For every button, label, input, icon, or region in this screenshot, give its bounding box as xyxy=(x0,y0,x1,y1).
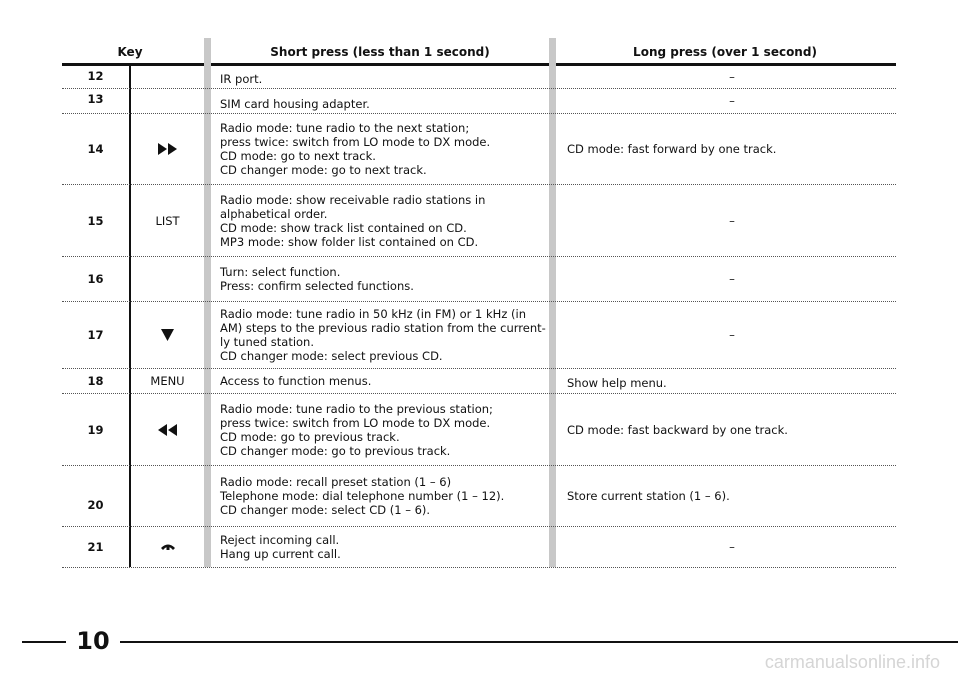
table-row xyxy=(62,302,896,369)
table-row xyxy=(62,394,896,466)
key-number: 18 xyxy=(87,374,104,388)
key-number: 16 xyxy=(87,272,104,286)
footer-rule-right xyxy=(120,641,958,643)
table-row xyxy=(62,257,896,302)
key-number: 12 xyxy=(87,69,104,83)
key-number: 14 xyxy=(87,142,104,156)
key-number: 21 xyxy=(87,540,104,554)
short-press-text: Radio mode: tune radio to the previous station; press twice: switch from LO mode to DX mode. CD mode: go to previous track. CD changer mode: go to previous track. xyxy=(220,401,493,458)
table-row xyxy=(62,114,896,185)
table-row xyxy=(62,185,896,257)
table-row xyxy=(62,466,896,527)
short-press-text: Turn: select function. Press: confirm selected functions. xyxy=(220,265,414,293)
header-long-press: Long press (over 1 second) xyxy=(633,45,817,59)
long-press-text: CD mode: fast backward by one track. xyxy=(567,422,788,437)
short-press-text: Access to function menus. xyxy=(220,374,372,388)
long-press-text: – xyxy=(729,540,735,554)
short-press-text: Radio mode: recall preset station (1 – 6) Telephone mode: dial telephone number (1 – 12). CD changer mode: select CD (1 – 6). xyxy=(220,475,505,517)
long-press-text: CD mode: fast forward by one track. xyxy=(567,142,777,156)
table-row xyxy=(62,66,896,89)
short-press-text: Radio mode: tune radio in 50 kHz (in FM) or 1 kHz (in AM) steps to the previous radio station from the current- ly tuned station. CD changer mode: select previous CD. xyxy=(220,307,546,363)
long-press-text: – xyxy=(729,213,735,228)
key-number: 20 xyxy=(87,498,104,512)
footer-rule-left xyxy=(22,641,66,643)
table-row xyxy=(62,527,896,568)
short-press-text: Reject incoming call. Hang up current call. xyxy=(220,533,341,561)
long-press-text: – xyxy=(729,328,735,342)
key-symbol xyxy=(131,302,204,368)
long-press-text: – xyxy=(729,272,735,286)
watermark: carmanualsonline.info xyxy=(764,652,940,672)
key-symbol: MENU xyxy=(150,374,185,388)
fast-forward-icon xyxy=(157,143,179,155)
key-number: 15 xyxy=(87,213,104,228)
short-press-text: SIM card housing adapter. xyxy=(220,97,370,111)
long-press-text: – xyxy=(729,70,735,84)
long-press-text: – xyxy=(729,94,735,108)
short-press-text: Radio mode: show receivable radio stations in alphabetical order. CD mode: show track list contained on CD. MP3 mode: show folder list contained on CD. xyxy=(220,192,486,249)
key-symbol xyxy=(131,394,204,465)
down-triangle-icon xyxy=(161,329,174,341)
short-press-text: Radio mode: tune radio to the next station; press twice: switch from LO mode to DX mode. CD mode: go to next track. CD changer mode: go to next track. xyxy=(220,121,491,177)
key-symbol xyxy=(131,114,204,184)
page-number: 10 xyxy=(76,627,110,655)
key-symbol: LIST xyxy=(155,213,180,228)
long-press-text: Show help menu. xyxy=(567,376,667,390)
key-symbol xyxy=(131,527,204,567)
rewind-icon xyxy=(157,424,179,436)
short-press-text: IR port. xyxy=(220,72,263,86)
header-key: Key xyxy=(117,45,143,59)
key-number: 19 xyxy=(87,422,104,437)
header-short-press: Short press (less than 1 second) xyxy=(270,45,490,59)
table-row xyxy=(62,89,896,114)
key-number: 13 xyxy=(87,92,104,106)
hang-up-phone-icon xyxy=(160,542,176,552)
long-press-text: Store current station (1 – 6). xyxy=(567,489,730,503)
table-row xyxy=(62,369,896,394)
key-number: 17 xyxy=(87,328,104,342)
